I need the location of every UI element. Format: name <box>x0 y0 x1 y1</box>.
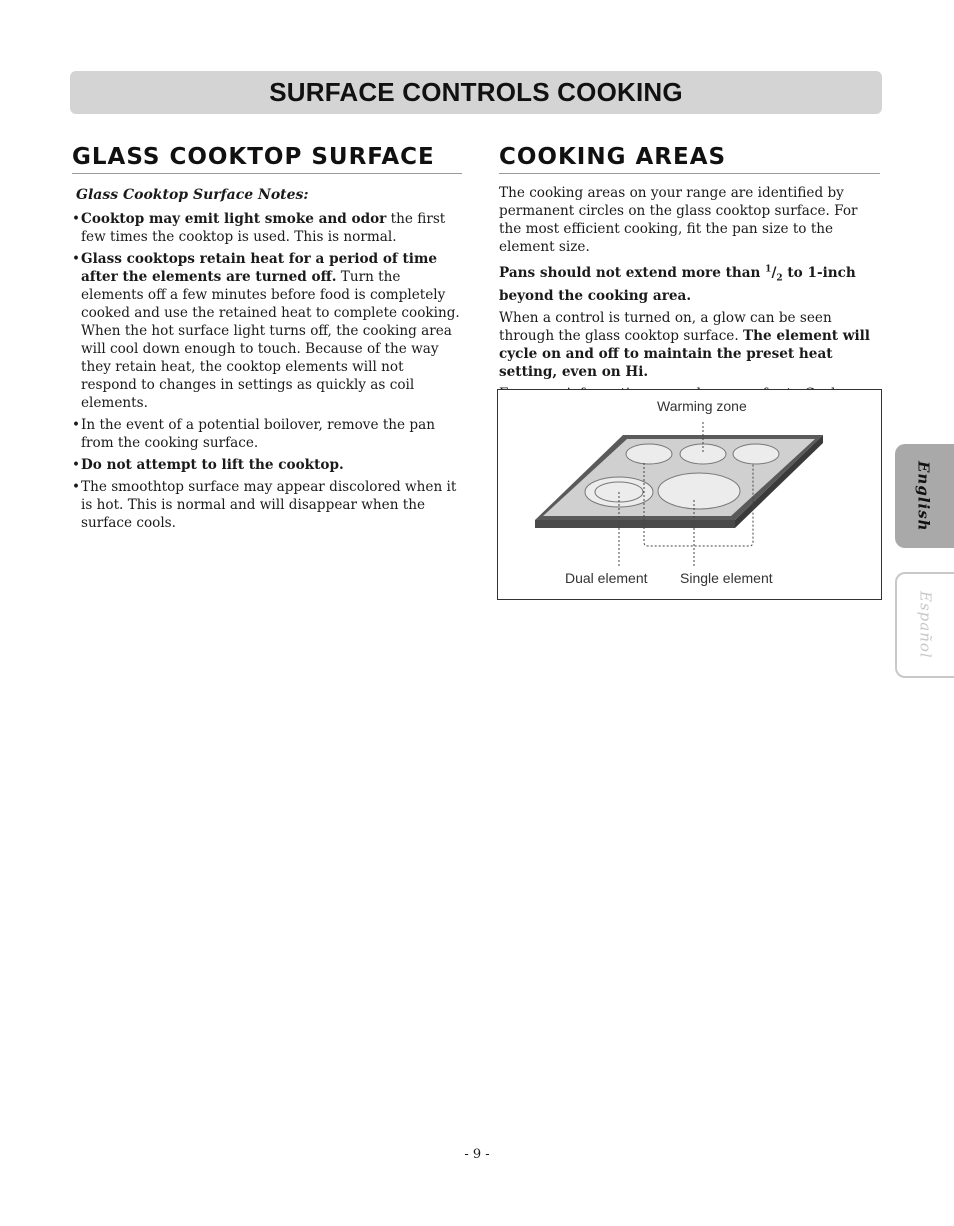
pan-size-warning <box>499 260 880 305</box>
list-item-text: Turn the elements off a few minutes before food is completely cooked and use the retained heat to complete cooking. When the hot surface light turns off, the cooking area will cool down enough to touch. Because of the way they retain heat, the cooktop elements will not respond to changes in settings as quickly as coil elements. <box>81 269 460 411</box>
list-item-bold: Do not attempt to lift the cooktop. <box>81 457 344 473</box>
fraction-slash: / <box>771 264 777 281</box>
glass-cooktop-heading: GLASS COOKTOP SURFACE <box>72 142 462 174</box>
page-number: - 9 - <box>464 1147 490 1162</box>
glow-note-text: When a control is turned on, a glow can be seen through the glass cooktop surface. <box>499 310 832 345</box>
dual-element-label: Dual element <box>565 570 648 586</box>
list-item <box>72 478 462 532</box>
cooking-areas-section <box>499 142 880 425</box>
warming-zone-label: Warming zone <box>657 398 747 414</box>
glow-note-bold: The element will cycle on and off to maintain the preset heat setting, even on Hi. <box>499 328 870 381</box>
single-element <box>658 473 740 509</box>
page-title: SURFACE CONTROLS COOKING <box>269 77 683 107</box>
single-element-label: Single element <box>680 570 773 586</box>
tab-english[interactable] <box>895 444 954 548</box>
notes-list <box>72 210 462 532</box>
tab-espanol[interactable] <box>895 572 954 678</box>
list-item-text: the first few times the cooktop is used. This is normal. <box>81 211 446 245</box>
cooktop-front-edge <box>535 520 735 528</box>
list-item <box>72 250 462 412</box>
tab-english-label: English <box>914 460 933 532</box>
glow-note <box>499 309 880 381</box>
cooktop-illustration <box>498 390 881 599</box>
list-item-bold: Glass cooktops retain heat for a period of time after the elements are turned off. <box>81 251 437 285</box>
warning-text-b: to 1-inch beyond the cooking area. <box>499 264 856 305</box>
list-item <box>72 210 462 246</box>
list-item-text: The smoothtop surface may appear discolored when it is hot. This is normal and will disappear when the surface cools. <box>81 479 457 531</box>
cooking-areas-heading: COOKING AREAS <box>499 142 880 174</box>
warning-text-a: Pans should not extend more than <box>499 264 766 281</box>
list-item-text: In the event of a potential boilover, remove the pan from the cooking surface. <box>81 417 435 451</box>
tab-espanol-label: Español <box>916 591 935 659</box>
glass-cooktop-section <box>72 142 462 536</box>
list-item <box>72 416 462 452</box>
cooking-areas-intro: The cooking areas on your range are identified by permanent circles on the glass cooktop surface. For the most efficient cooking, fit the pan size to the element size. <box>499 185 858 255</box>
notes-title: Glass Cooktop Surface Notes: <box>76 187 309 203</box>
element-rear-left <box>626 444 672 464</box>
list-item <box>72 456 462 474</box>
list-item-bold: Cooktop may emit light smoke and odor <box>81 211 387 227</box>
page-banner <box>70 71 882 114</box>
cooktop-diagram <box>497 389 882 600</box>
fraction-denominator: 2 <box>776 273 783 284</box>
element-rear-right <box>733 444 779 464</box>
fraction-numerator: 1 <box>765 264 772 274</box>
